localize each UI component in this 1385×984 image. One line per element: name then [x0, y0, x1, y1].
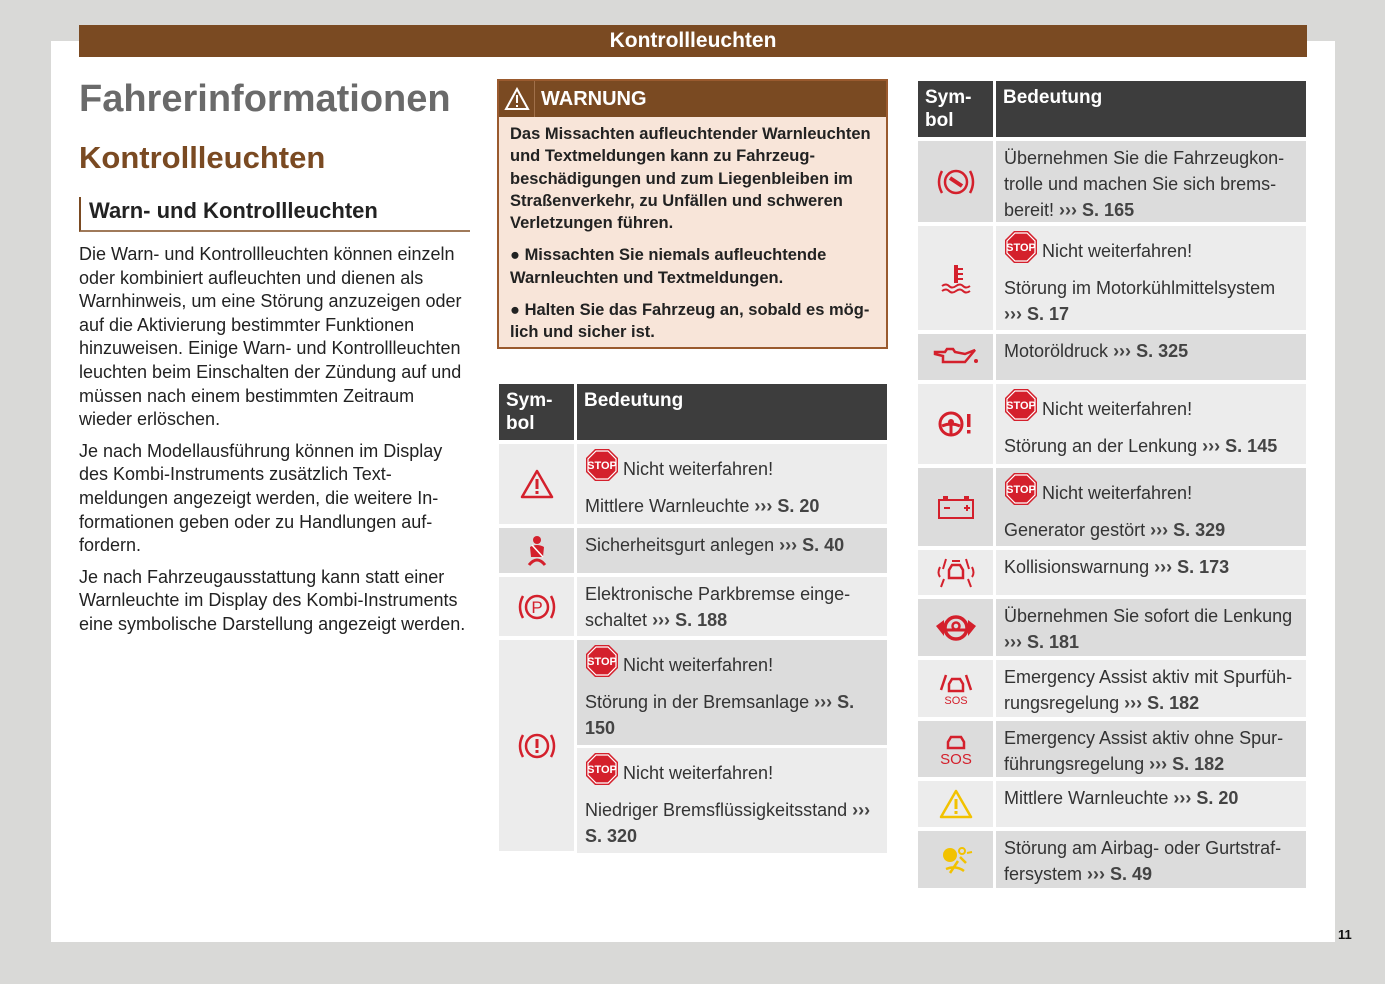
stop-text: Nicht weiterfahren!: [623, 654, 774, 675]
page-reference[interactable]: ››› S. 182: [1124, 693, 1200, 713]
header-symbol: Sym- bol: [918, 81, 993, 137]
meaning-text: Kollisionswarnung: [1004, 557, 1150, 577]
meaning-text: Übernehmen Sie sofort die Lenkung: [1004, 606, 1293, 626]
table-row: [499, 528, 887, 573]
stop-sign-icon: [585, 752, 619, 793]
table-row: [499, 444, 887, 524]
paragraph: Die Warn- und Kontrollleuchten können einzeln oder kombiniert aufleuchten und dienen als Warnhinweis, um eine Störung anzuzeigen oder auf die Aktivierung bestimmter Funktionen hinzuweisen. Einige Warn- und Kontrollleuchten leuchten beim Einschalten der Zündung auf und müssen nach einem bestimmten Zeitraum wieder erlöschen.: [79, 244, 462, 430]
steering-takeover-icon: [918, 599, 993, 656]
coolant-icon: [918, 226, 993, 330]
parking-brake-icon: [499, 577, 574, 636]
meaning-text: Mittlere Warnleuchte: [1004, 788, 1169, 808]
warning-bullet: ● Halten Sie das Fahrzeug an, sobald es möglich und sicher ist.: [510, 301, 870, 342]
svg-text:SOS: SOS: [943, 694, 968, 706]
warning-text: Das Missachten aufleuchtender Warnleuchten und Textmeldungen kann zu Fahrzeugbeschädigungen und zum Liegenbleiben im Straßenverkehr, zu Unfällen und schweren Verletzungen führen.: [510, 125, 871, 233]
page-reference[interactable]: ››› S. 188: [652, 610, 728, 630]
page-reference[interactable]: ››› S. 165: [1059, 200, 1135, 220]
emergency-assist-lane-icon: [918, 660, 993, 717]
battery-icon: [918, 468, 993, 546]
svg-text:STOP: STOP: [1006, 484, 1036, 496]
meaning-text: Mittlere Warnleuchte: [585, 496, 750, 516]
page-reference[interactable]: ››› S. 181: [1004, 632, 1080, 652]
warning-triangle-red-icon: [499, 444, 574, 524]
stop-sign-icon: [1004, 472, 1038, 513]
header-meaning: Bedeutung: [577, 384, 887, 440]
page-reference[interactable]: ››› S. 150: [585, 692, 855, 738]
svg-text:STOP: STOP: [587, 460, 617, 472]
page-reference[interactable]: ››› S. 20: [1173, 788, 1239, 808]
svg-text:STOP: STOP: [1006, 400, 1036, 412]
meaning-text: Störung an der Lenkung: [1004, 436, 1198, 456]
section-title: Kontrollleuchten: [79, 140, 326, 175]
meaning-text: Übernehmen Sie die Fahrzeugkontrolle und machen Sie sich bremsbereit!: [1004, 148, 1285, 220]
stop-text: Nicht weiterfahren!: [623, 762, 774, 783]
subsection-title: Warn- und Kontrollleuchten: [79, 197, 470, 232]
table-row: [918, 334, 1306, 380]
page-reference[interactable]: ››› S. 17: [1004, 304, 1070, 324]
table-row: [918, 550, 1306, 595]
stop-text: Nicht weiterfahren!: [1042, 240, 1193, 261]
meaning-text: Generator gestört: [1004, 520, 1146, 540]
table-row: [918, 831, 1306, 888]
table-row: [918, 468, 1306, 546]
section-header: Kontrollleuchten: [79, 25, 1307, 57]
steering-fault-icon: [918, 384, 993, 464]
svg-text:STOP: STOP: [587, 764, 617, 776]
symbol-table-right: [918, 81, 1306, 892]
emergency-assist-icon: [918, 721, 993, 777]
page-reference[interactable]: ››› S. 329: [1150, 520, 1226, 540]
brake-hold-icon: [918, 141, 993, 222]
table-header: [918, 81, 1306, 137]
meaning-text: Sicherheitsgurt anlegen: [585, 535, 775, 555]
seatbelt-icon: [499, 528, 574, 573]
table-row: [918, 781, 1306, 827]
svg-text:STOP: STOP: [587, 656, 617, 668]
table-header: [499, 384, 887, 440]
chapter-title: Fahrerinformationen: [79, 78, 451, 120]
warning-title: WARNUNG: [541, 87, 647, 110]
warning-box: [497, 79, 888, 349]
body-text: [79, 243, 471, 645]
warning-triangle-yellow-icon: [918, 781, 993, 827]
page-reference[interactable]: ››› S. 182: [1149, 754, 1225, 774]
stop-text: Nicht weiterfahren!: [1042, 482, 1193, 503]
table-row: [918, 141, 1306, 222]
page-reference[interactable]: ››› S. 325: [1113, 341, 1189, 361]
svg-text:SOS: SOS: [939, 751, 972, 767]
meaning-text: Störung am Airbag- oder Gurtstraffersystem: [1004, 838, 1282, 884]
airbag-icon: [918, 831, 993, 888]
table-row: [918, 599, 1306, 656]
table-row: [918, 660, 1306, 717]
paragraph: Je nach Modellausführung können im Display des Kombi-Instruments zusätzlich Textmeldungen angezeigt werden, die weitere Informationen geben oder zu Handlungen auffordern.: [79, 440, 443, 556]
page-reference[interactable]: ››› S. 20: [754, 496, 820, 516]
table-row: [499, 640, 887, 851]
stop-sign-icon: [585, 644, 619, 685]
stop-text: Nicht weiterfahren!: [1042, 398, 1193, 419]
stop-sign-icon: [585, 448, 619, 489]
table-row: [499, 577, 887, 636]
page-number: 11: [1338, 927, 1352, 942]
warning-bullet: ● Missachten Sie niemals aufleuchtende Warnleuchten und Textmeldungen.: [510, 246, 827, 287]
stop-sign-icon: [1004, 230, 1038, 271]
header-symbol: Sym- bol: [499, 384, 574, 440]
meaning-text: Emergency Assist aktiv mit Spurführungsregelung: [1004, 667, 1293, 713]
paragraph: Je nach Fahrzeugausstattung kann statt einer Warnleuchte im Display des Kombi-Instruments eine symbolische Darstellung angezeigt werden.: [79, 566, 466, 634]
page-reference[interactable]: ››› S. 49: [1087, 864, 1153, 884]
meaning-text: Niedriger Bremsflüssigkeitsstand: [585, 800, 848, 820]
meaning-text: Elektronische Parkbremse eingeschaltet: [585, 584, 851, 630]
collision-warning-icon: [918, 550, 993, 595]
stop-sign-icon: [1004, 388, 1038, 429]
brake-system-icon: [499, 640, 574, 851]
symbol-table-middle: [499, 384, 887, 855]
meaning-text: Störung in der Bremsanlage: [585, 692, 810, 712]
table-row: [918, 721, 1306, 777]
meaning-text: Motoröldruck: [1004, 341, 1109, 361]
meaning-text: Emergency Assist aktiv ohne Spurführungsregelung: [1004, 728, 1284, 774]
warning-triangle-icon: [499, 81, 535, 117]
meaning-text: Störung im Motorkühlmittelsystem: [1004, 278, 1276, 298]
header-meaning: Bedeutung: [996, 81, 1306, 137]
oil-pressure-icon: [918, 334, 993, 380]
page-reference[interactable]: ››› S. 40: [779, 535, 845, 555]
stop-text: Nicht weiterfahren!: [623, 458, 774, 479]
svg-text:P: P: [530, 597, 543, 617]
page-reference[interactable]: ››› S. 145: [1202, 436, 1278, 456]
svg-text:STOP: STOP: [1006, 242, 1036, 254]
table-row: [918, 384, 1306, 464]
page-reference[interactable]: ››› S. 320: [585, 800, 871, 846]
table-row: [918, 226, 1306, 330]
page-reference[interactable]: ››› S. 173: [1154, 557, 1230, 577]
